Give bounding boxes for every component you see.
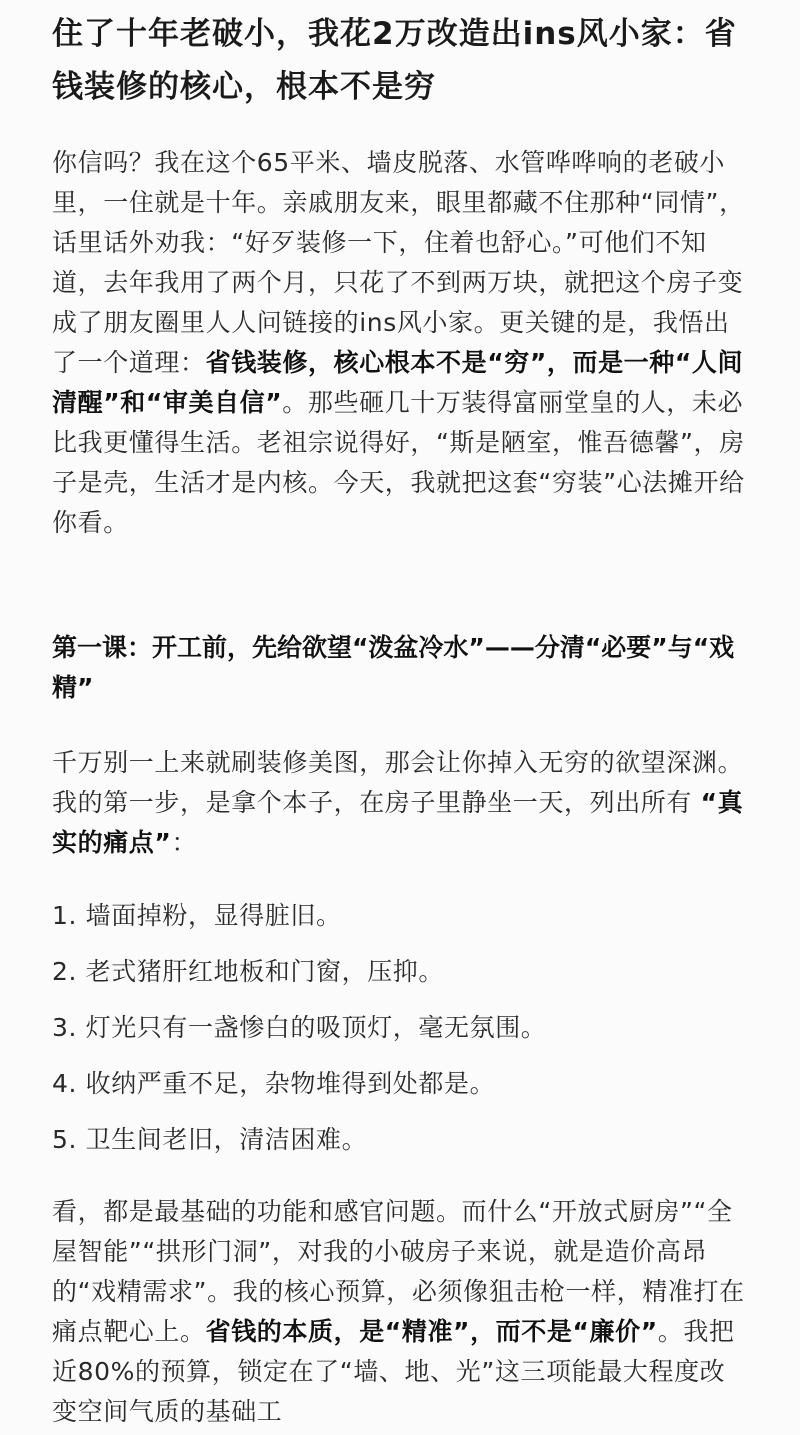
list-item: 1. 墙面掉粉，显得脏旧。 <box>52 901 342 930</box>
lesson-1-text-2: 看，都是最基础的功能和感官问题。而什么“开放式厨房”“全屋智能”“拱形门洞”，对我的小破房子来说，就是造价高昂的“戏精需求”。我的核心预算，必须像狙击枪一样，精准打在痛点靶心上。 <box>52 1197 745 1346</box>
article-title: 住了十年老破小，我花2万改造出ins风小家：省钱装修的核心，根本不是穷 <box>52 16 737 105</box>
lesson-1-pain-points: “真实的痛点” <box>52 788 744 857</box>
intro-highlight: 省钱装修，核心根本不是“穷”，而是一种“人间清醒”和“审美自信” <box>52 348 744 417</box>
intro-paragraph <box>52 143 748 543</box>
list-item: 5. 卫生间老旧，清洁困难。 <box>52 1125 368 1154</box>
lesson-1-paragraph-1 <box>52 743 748 863</box>
list-item: 2. 老式猪肝红地板和门窗，压抑。 <box>52 957 445 986</box>
lesson-1-text-colon: ： <box>171 828 198 857</box>
lesson-1-paragraph-2 <box>52 1192 748 1432</box>
lesson-1-text-1: 千万别一上来就刷装修美图，那会让你掉入无穷的欲望深渊。我的第一步，是拿个本子，在房子里静坐一天，列出所有 <box>52 748 744 817</box>
lesson-1-text-3: 。我把近80%的预算，锁定在了“墙、地、光”这三项能最大程度改变空间气质的基础工 <box>52 1317 735 1426</box>
intro-text-2: 。那些砸几十万装得富丽堂皇的人，未必比我更懂得生活。老祖宗说得好，“斯是陋室，惟吾德馨”，房子是壳，生活才是内核。今天，我就把这套“穷装”心法摊开给你看。 <box>52 388 745 537</box>
intro-text-1: 你信吗？我在这个65平米、墙皮脱落、水管哗哗响的老破小里，一住就是十年。亲戚朋友来，眼里都藏不住那种“同情”，话里话外劝我：“好歹装修一下，住着也舒心。”可他们不知道，去年我用了两个月，只花了不到两万块，就把这个房子变成了朋友圈里人人问链接的ins风小家。更关键的是，我悟出了一个道理： <box>52 148 745 377</box>
lesson-1-highlight: 省钱的本质，是“精准”，而不是“廉价” <box>205 1317 658 1346</box>
lesson-1-heading: 第一课：开工前，先给欲望“泼盆冷水”——分清“必要”与“戏精” <box>52 633 735 702</box>
list-item: 3. 灯光只有一盏惨白的吸顶灯，毫无氛围。 <box>52 1013 547 1042</box>
list-item: 4. 收纳严重不足，杂物堆得到处都是。 <box>52 1069 496 1098</box>
